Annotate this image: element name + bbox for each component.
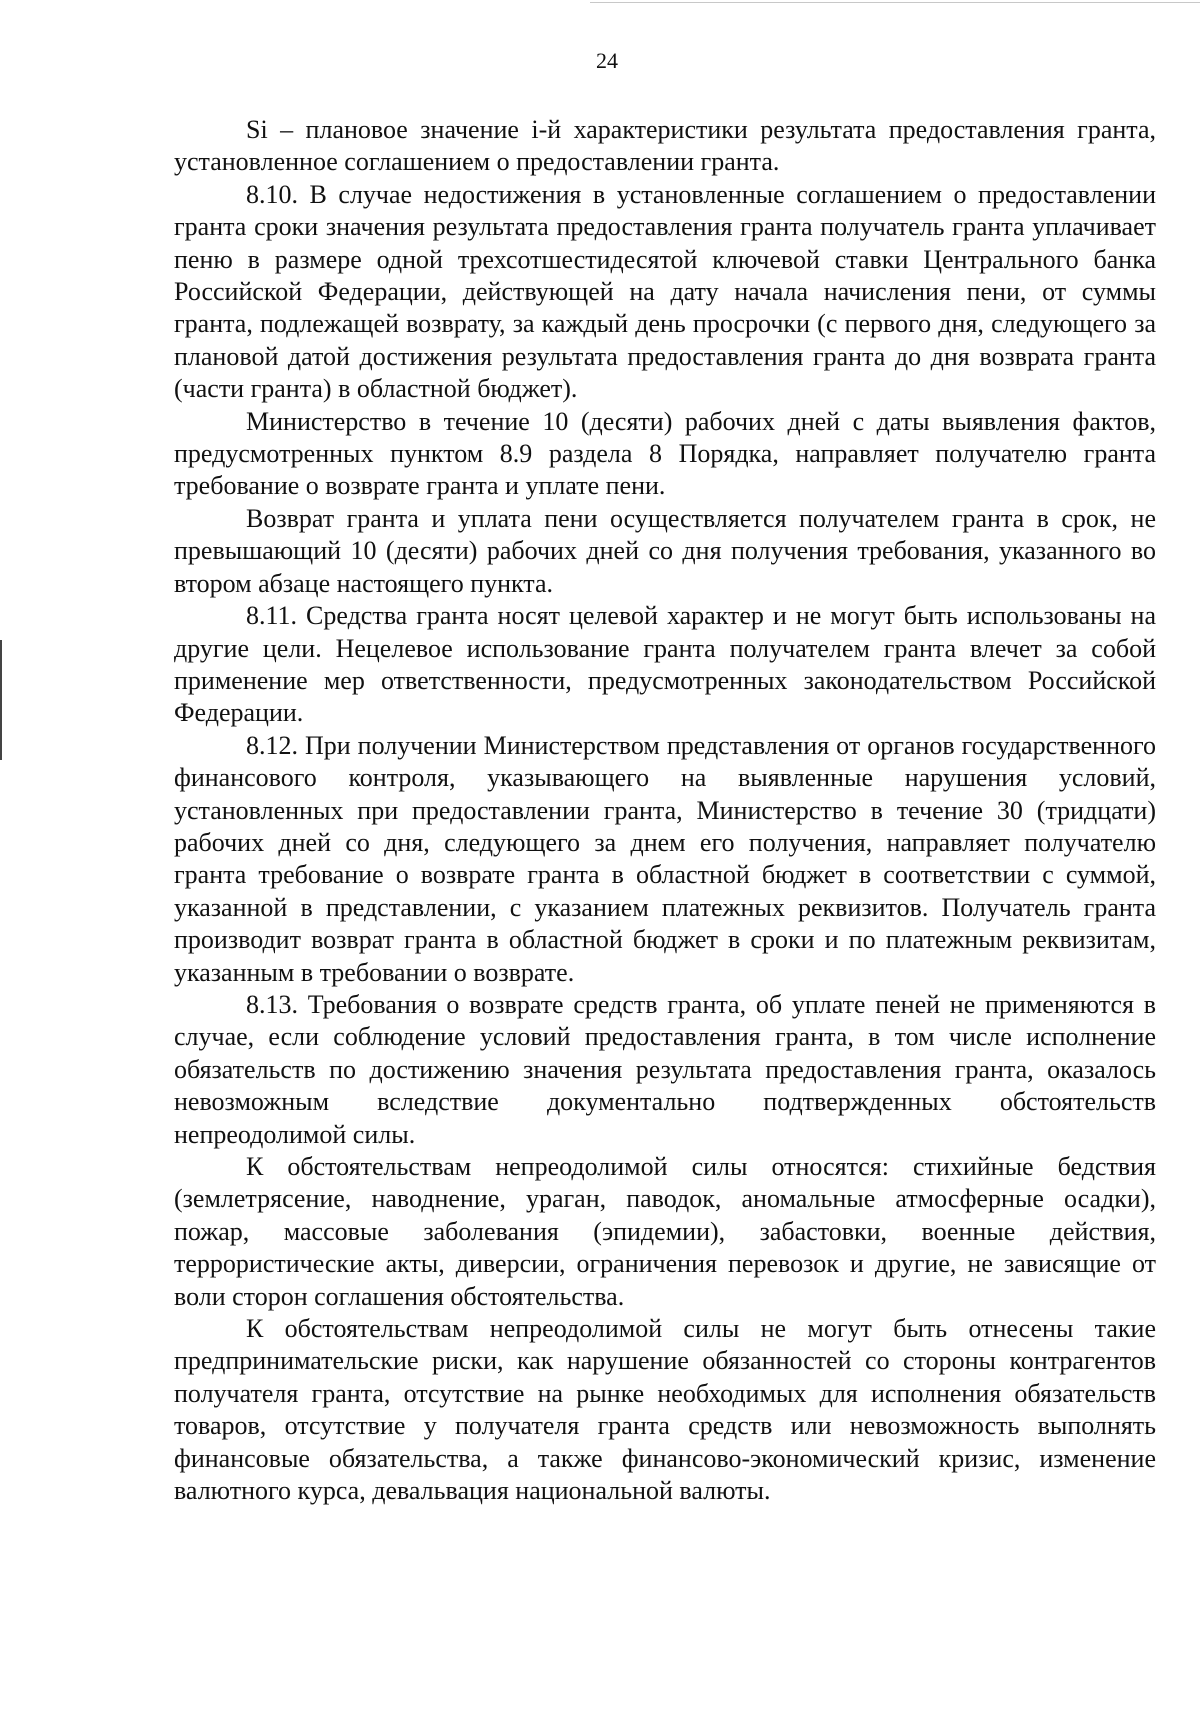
paragraph-business-risks: К обстоятельствам непреодолимой силы не могут быть отнесены такие предпринимательские риски, как нарушение обязанностей со стороны контрагентов получателя гранта, отсутствие на рынке необходимых для исполнения обязательств товаров, отсутствие у получателя гранта средств или невозможность выполнять финансовые обязательства, а также финансово-экономический кризис, изменение валютного курса, девальвация национальной валюты. [174,1314,1156,1506]
document-body [174,114,1156,1507]
paragraph-8-12: 8.12. При получении Министерством представления от органов государственного финансового контроля, указывающего на выявленные нарушения условий, установленных при предоставлении гранта, Министерство в течение 30 (тридцати) рабочих дней со дня, следующего за днем его получения, направляет получателю гранта требование о возврате гранта в областной бюджет в соответствии с суммой, указанной в представлении, с указанием платежных реквизитов. Получатель гранта производит возврат гранта в областной бюджет в сроки и по платежным реквизитам, указанным в требовании о возврате. [174,730,1156,987]
paragraph-repayment-term: Возврат гранта и уплата пени осуществляется получателем гранта в срок, не превышающий 10 (десяти) рабочих дней со дня получения требования, указанного во втором абзаце настоящего пункта. [174,503,1156,598]
paragraph-si-definition: Si – плановое значение i-й характеристики результата предоставления гранта, установленное соглашением о предоставлении гранта. [174,115,1156,177]
paragraph-8-10: 8.10. В случае недостижения в установленные соглашением о предоставлении гранта сроки значения результата предоставления гранта получатель гранта уплачивает пеню в размере одной трехсотшестидесятой ключевой ставки Центрального банка Российской Федерации, действующей на дату начала начисления пени, от суммы гранта, подлежащей возврату, за каждый день просрочки (с первого дня, следующего за плановой датой достижения результата предоставления гранта до дня возврата гранта (части гранта) в областной бюджет). [174,179,1156,404]
page-number: 24 [596,48,618,73]
scan-margin-mark [0,640,2,760]
paragraph-8-11: 8.11. Средства гранта носят целевой характер и не могут быть использованы на другие цели. Нецелевое использование гранта получателем гранта влечет за собой применение мер ответственности, предусмотренных законодательством Российской Федерации. [174,601,1156,728]
scan-edge-line [590,2,1200,3]
paragraph-ministry-demand: Министерство в течение 10 (десяти) рабочих дней с даты выявления фактов, предусмотренных пунктом 8.9 раздела 8 Порядка, направляет получателю гранта требование о возврате гранта и уплате пени. [174,406,1156,501]
paragraph-force-majeure-list: К обстоятельствам непреодолимой силы относятся: стихийные бедствия (землетрясение, наводнение, ураган, паводок, аномальные атмосферные осадки), пожар, массовые заболевания (эпидемии), забастовки, военные действия, террористические акты, диверсии, ограничения перевозок и другие, не зависящие от воли сторон соглашения обстоятельства. [174,1152,1156,1311]
paragraph-8-13: 8.13. Требования о возврате средств гранта, об уплате пеней не применяются в случае, если соблюдение условий предоставления гранта, в том числе исполнение обязательств по достижению значения результата предоставления гранта, оказалось невозможным вследствие документально подтвержденных обстоятельств непреодолимой силы. [174,989,1156,1149]
